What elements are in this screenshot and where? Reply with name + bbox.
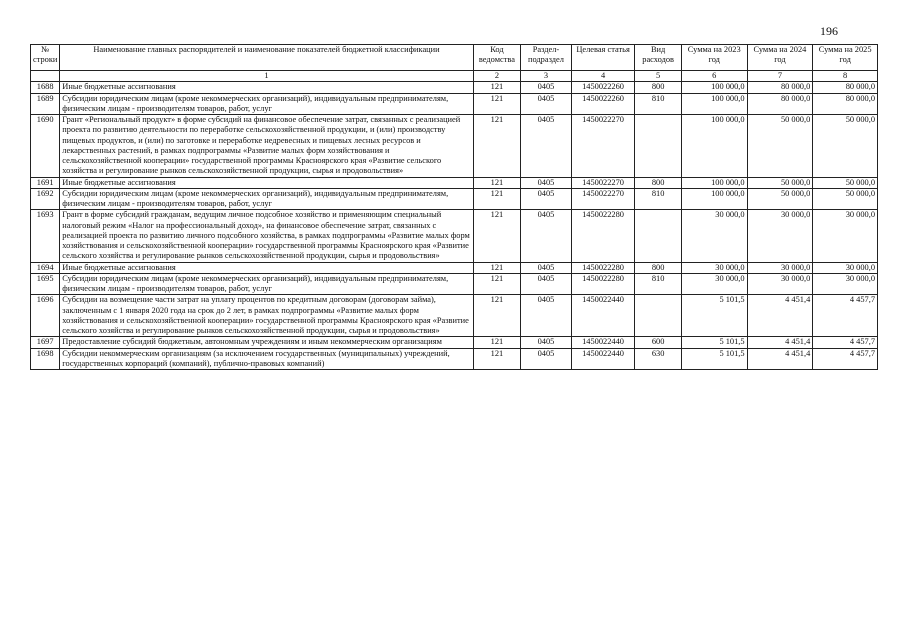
row-name-cell: Субсидии юридическим лицам (кроме некоммерческих организаций), индивидуальным предпринимателям, физическим лицам - производителям товаров, работ, услуг (60, 93, 473, 115)
table-body (31, 82, 878, 370)
row-number-cell: 1694 (31, 262, 60, 273)
row-name-cell: Субсидии юридическим лицам (кроме некоммерческих организаций), индивидуальным предпринимателям, физическим лицам - производителям товаров, работ, услуг (60, 273, 473, 295)
vid-cell: 800 (635, 262, 681, 273)
row-name-cell: Иные бюджетные ассигнования (60, 82, 473, 93)
sum-2024-cell: 50 000,0 (747, 177, 813, 188)
header-target: Целевая статья (571, 45, 635, 71)
sum-2024-cell: 30 000,0 (747, 262, 813, 273)
vedomstvo-cell: 121 (473, 188, 521, 210)
column-number: 3 (521, 71, 572, 82)
header-name: Наименование главных распорядителей и наименование показателей бюджетной классификации (60, 45, 473, 71)
header-row (31, 45, 878, 71)
sum-2023-cell: 100 000,0 (681, 93, 747, 115)
vid-cell (635, 210, 681, 262)
sum-2024-cell: 30 000,0 (747, 273, 813, 295)
row-number-cell: 1692 (31, 188, 60, 210)
target-cell: 1450022440 (571, 295, 635, 337)
column-number-row (31, 71, 878, 82)
column-number: 4 (571, 71, 635, 82)
target-cell: 1450022270 (571, 115, 635, 178)
sum-2023-cell: 30 000,0 (681, 262, 747, 273)
razdel-cell: 0405 (521, 348, 572, 370)
table-row (31, 262, 878, 273)
vid-cell (635, 295, 681, 337)
sum-2025-cell: 30 000,0 (813, 273, 878, 295)
vedomstvo-cell: 121 (473, 115, 521, 178)
vedomstvo-cell: 121 (473, 295, 521, 337)
razdel-cell: 0405 (521, 188, 572, 210)
row-number-cell: 1693 (31, 210, 60, 262)
sum-2025-cell: 50 000,0 (813, 188, 878, 210)
vedomstvo-cell: 121 (473, 273, 521, 295)
razdel-cell: 0405 (521, 273, 572, 295)
row-name-cell: Грант «Региональный продукт» в форме субсидий на финансовое обеспечение затрат, связанных с реализацией проекта по развитию деятельности по переработке сельскохозяйственной продукции, и (или) производству пищевых продуктов, и (или) по заготовке и переработке недревесных и пищевых лесных ресурсов и лекарственных растений, в рамках подпрограммы «Развитие малых форм хозяйствования и сельскохозяйственной кооперации» государственной программы Красноярского края «Развитие сельского хозяйства и регулирование рынков сельскохозяйственной продукции, сырья и продовольствия» (60, 115, 473, 178)
razdel-cell: 0405 (521, 177, 572, 188)
row-number-cell: 1698 (31, 348, 60, 370)
sum-2024-cell: 80 000,0 (747, 93, 813, 115)
column-number: 5 (635, 71, 681, 82)
target-cell: 1450022270 (571, 188, 635, 210)
row-name-cell: Субсидии на возмещение части затрат на уплату процентов по кредитным договорам (договорам займа), заключенным с 1 января 2020 года на срок до 2 лет, в рамках подпрограммы «Развитие малых форм хозяйствования и сельскохозяйственной кооперации» государственной программы Красноярского края «Развитие сельского хозяйства и регулирование рынков сельскохозяйственной продукции, сырья и продовольствия» (60, 295, 473, 337)
target-cell: 1450022440 (571, 348, 635, 370)
target-cell: 1450022280 (571, 210, 635, 262)
sum-2023-cell: 5 101,5 (681, 348, 747, 370)
column-number (31, 71, 60, 82)
sum-2024-cell: 30 000,0 (747, 210, 813, 262)
table-row (31, 348, 878, 370)
table-row (31, 177, 878, 188)
column-number: 8 (813, 71, 878, 82)
vedomstvo-cell: 121 (473, 262, 521, 273)
row-name-cell: Субсидии юридическим лицам (кроме некоммерческих организаций), индивидуальным предпринимателям, физическим лицам - производителям товаров, работ, услуг (60, 188, 473, 210)
row-name-cell: Предоставление субсидий бюджетным, автономным учреждениям и иным некоммерческим организациям (60, 337, 473, 348)
vedomstvo-cell: 121 (473, 210, 521, 262)
vid-cell: 800 (635, 177, 681, 188)
header-vedomstvo: Код ведомства (473, 45, 521, 71)
column-number: 1 (60, 71, 473, 82)
row-number-cell: 1697 (31, 337, 60, 348)
table-row (31, 210, 878, 262)
header-razdel: Раздел-подраздел (521, 45, 572, 71)
column-number: 6 (681, 71, 747, 82)
sum-2025-cell: 4 457,7 (813, 348, 878, 370)
sum-2024-cell: 50 000,0 (747, 188, 813, 210)
razdel-cell: 0405 (521, 337, 572, 348)
table-row (31, 93, 878, 115)
sum-2023-cell: 30 000,0 (681, 210, 747, 262)
header-sum-2023: Сумма на 2023 год (681, 45, 747, 71)
target-cell: 1450022280 (571, 262, 635, 273)
row-number-cell: 1695 (31, 273, 60, 295)
vid-cell: 800 (635, 82, 681, 93)
table-row (31, 188, 878, 210)
sum-2023-cell: 30 000,0 (681, 273, 747, 295)
table-row (31, 337, 878, 348)
razdel-cell: 0405 (521, 93, 572, 115)
sum-2023-cell: 100 000,0 (681, 115, 747, 178)
vedomstvo-cell: 121 (473, 177, 521, 188)
sum-2025-cell: 80 000,0 (813, 93, 878, 115)
razdel-cell: 0405 (521, 82, 572, 93)
sum-2025-cell: 30 000,0 (813, 262, 878, 273)
table-row (31, 295, 878, 337)
header-row-no: № строки (31, 45, 60, 71)
row-name-cell: Иные бюджетные ассигнования (60, 262, 473, 273)
header-sum-2024: Сумма на 2024 год (747, 45, 813, 71)
vedomstvo-cell: 121 (473, 82, 521, 93)
vid-cell (635, 115, 681, 178)
vid-cell: 810 (635, 188, 681, 210)
vid-cell: 630 (635, 348, 681, 370)
row-name-cell: Субсидии некоммерческим организациям (за исключением государственных (муниципальных) учреждений, государственных корпораций (компаний), публично-правовых компаний) (60, 348, 473, 370)
razdel-cell: 0405 (521, 210, 572, 262)
row-number-cell: 1691 (31, 177, 60, 188)
page-number: 196 (820, 24, 838, 38)
target-cell: 1450022260 (571, 93, 635, 115)
target-cell: 1450022270 (571, 177, 635, 188)
sum-2023-cell: 5 101,5 (681, 337, 747, 348)
sum-2025-cell: 4 457,7 (813, 295, 878, 337)
header-sum-2025: Сумма на 2025 год (813, 45, 878, 71)
row-number-cell: 1689 (31, 93, 60, 115)
table-row (31, 82, 878, 93)
row-number-cell: 1688 (31, 82, 60, 93)
vedomstvo-cell: 121 (473, 337, 521, 348)
target-cell: 1450022280 (571, 273, 635, 295)
sum-2025-cell: 30 000,0 (813, 210, 878, 262)
header-vid: Вид расходов (635, 45, 681, 71)
sum-2023-cell: 100 000,0 (681, 177, 747, 188)
row-number-cell: 1690 (31, 115, 60, 178)
row-number-cell: 1696 (31, 295, 60, 337)
target-cell: 1450022260 (571, 82, 635, 93)
vid-cell: 810 (635, 93, 681, 115)
sum-2025-cell: 4 457,7 (813, 337, 878, 348)
sum-2024-cell: 80 000,0 (747, 82, 813, 93)
razdel-cell: 0405 (521, 262, 572, 273)
sum-2025-cell: 50 000,0 (813, 115, 878, 178)
table-row (31, 273, 878, 295)
table-row (31, 115, 878, 178)
column-number: 7 (747, 71, 813, 82)
sum-2025-cell: 50 000,0 (813, 177, 878, 188)
column-number: 2 (473, 71, 521, 82)
sum-2023-cell: 5 101,5 (681, 295, 747, 337)
sum-2024-cell: 4 451,4 (747, 337, 813, 348)
sum-2024-cell: 4 451,4 (747, 295, 813, 337)
razdel-cell: 0405 (521, 295, 572, 337)
sum-2024-cell: 4 451,4 (747, 348, 813, 370)
sum-2023-cell: 100 000,0 (681, 82, 747, 93)
vedomstvo-cell: 121 (473, 93, 521, 115)
razdel-cell: 0405 (521, 115, 572, 178)
vid-cell: 810 (635, 273, 681, 295)
budget-table (30, 44, 878, 370)
sum-2023-cell: 100 000,0 (681, 188, 747, 210)
vedomstvo-cell: 121 (473, 348, 521, 370)
row-name-cell: Грант в форме субсидий гражданам, ведущим личное подсобное хозяйство и применяющим специальный налоговый режим «Налог на профессиональный доход», на финансовое обеспечение затрат, связанных с реализацией проекта по развитию личного подсобного хозяйства, в рамках подпрограммы «Развитие малых форм хозяйствования и сельскохозяйственной кооперации» государственной программы Красноярского края «Развитие сельского хозяйства и регулирование рынков сельскохозяйственной продукции, сырья и продовольствия» (60, 210, 473, 262)
vid-cell: 600 (635, 337, 681, 348)
target-cell: 1450022440 (571, 337, 635, 348)
sum-2025-cell: 80 000,0 (813, 82, 878, 93)
sum-2024-cell: 50 000,0 (747, 115, 813, 178)
row-name-cell: Иные бюджетные ассигнования (60, 177, 473, 188)
